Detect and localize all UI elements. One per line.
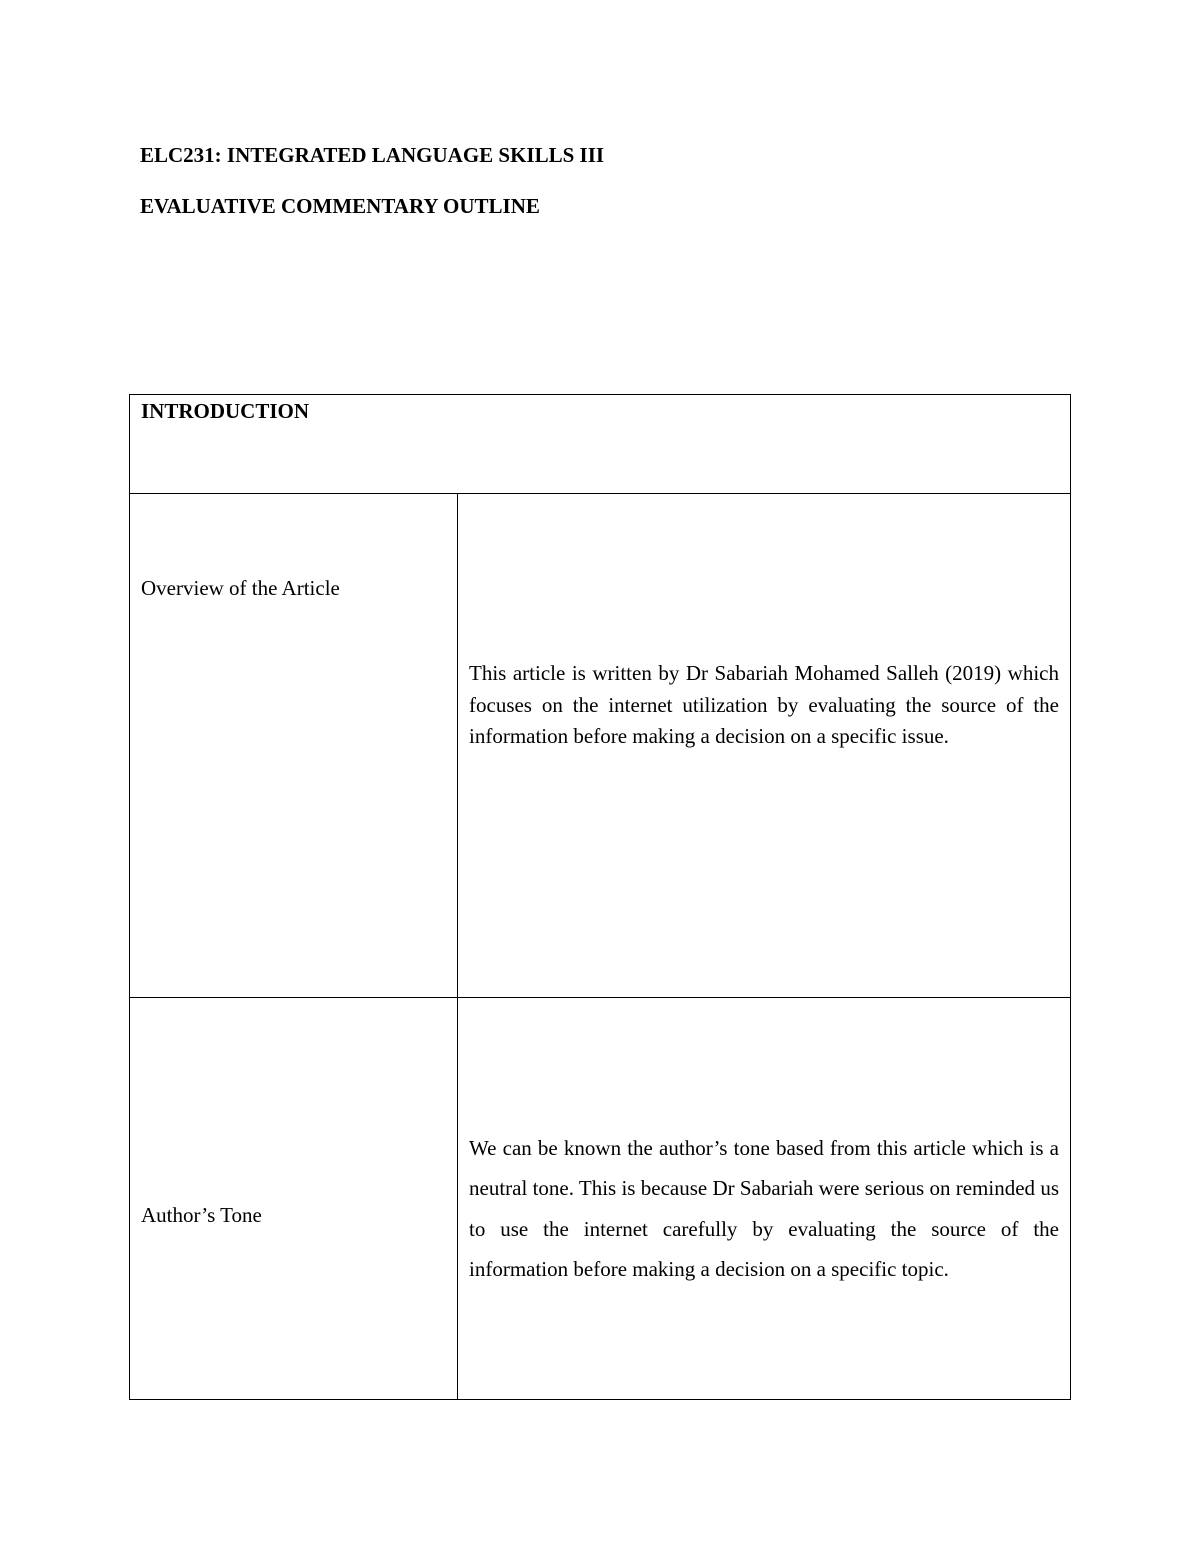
table-row (130, 998, 1071, 1400)
section-header: INTRODUCTION (141, 399, 310, 423)
course-title: ELC231: INTEGRATED LANGUAGE SKILLS III (140, 143, 605, 167)
row-content-authors-tone: We can be known the author’s tone based from this article which is a neutral tone. This is because Dr Sabariah were serious on reminded us to use the internet carefully by evaluating the source of the information before making a decision on a specific topic. (469, 1135, 1059, 1281)
row-label-cell (130, 494, 458, 998)
introduction-cell (130, 395, 1071, 494)
row-label-authors-tone: Author’s Tone (141, 1203, 262, 1227)
row-label-overview: Overview of the Article (141, 575, 340, 600)
table-row (130, 494, 1071, 998)
document-subtitle: EVALUATIVE COMMENTARY OUTLINE (140, 194, 540, 218)
introduction-row (130, 395, 1071, 494)
row-content-cell (458, 494, 1071, 998)
row-content-overview: This article is written by Dr Sabariah Mohamed Salleh (2019) which focuses on the internet utilization by evaluating the source of the information before making a decision on a specific issue. (469, 661, 1059, 749)
row-label-cell (130, 998, 458, 1400)
row-content-cell (458, 998, 1071, 1400)
outline-table (129, 394, 1071, 1400)
